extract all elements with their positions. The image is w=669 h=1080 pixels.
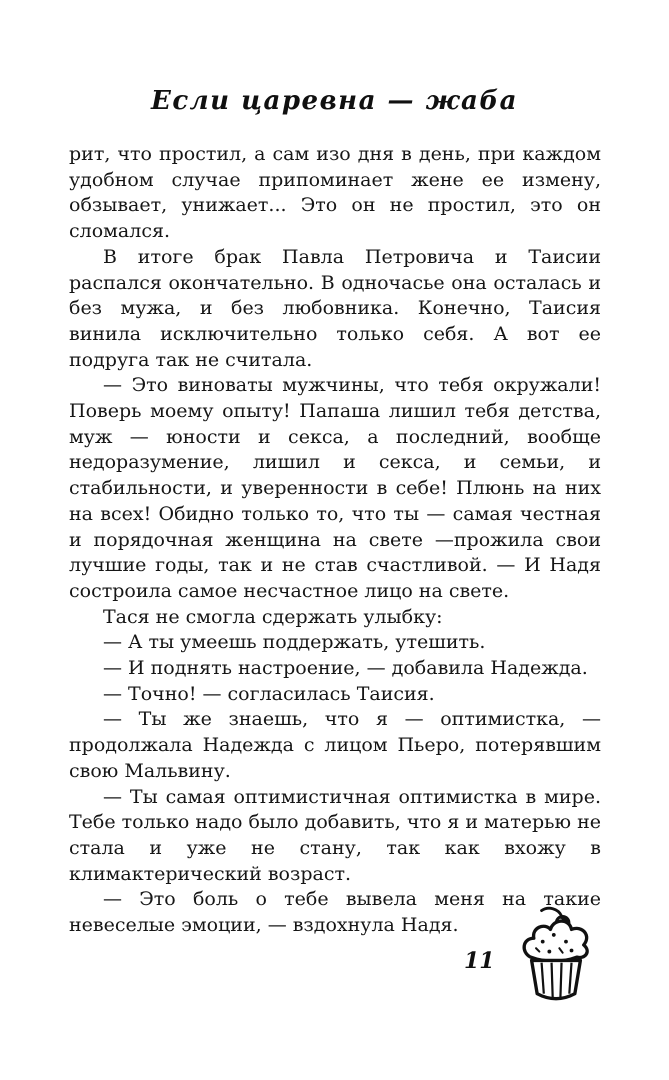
paragraph: В итоге брак Павла Петровича и Таисии распался окончательно. В одночасье она осталась и без мужа, и без любовника. Конечно, Таисия винила исключительно только себя. А вот ее подруга так не считала. xyxy=(69,245,601,371)
paragraph: рит, что простил, а сам изо дня в день, при каждом удобном случае припоминает жене ее измену, обзывает, унижает... Это он не простил, это он сломался. xyxy=(69,143,601,243)
paragraph: — Это боль о тебе вывела меня на такие невеселые эмоции, — вздохнула Надя. xyxy=(69,888,601,937)
page-number: 11 xyxy=(464,948,495,974)
paragraph: — Это виноваты мужчины, что тебя окружали! Поверь моему опыту! Папаша лишил тебя детства, муж — юности и секса, а последний, вообще недоразумение, лишил и секса, и семьи, и стабильности, и уверенности в себе! Плюнь на них на всех! Обидно только то, что ты — самая честная и порядочная женщина на свете —прожила свои лучшие годы, так и не став счастливой. — И Надя состроила самое несчастное лицо на свете. xyxy=(69,374,601,602)
paragraph: — Ты самая оптимистичная оптимистка в мире. Тебе только надо было добавить, что я и матерью не стала и уже не стану, так как вхожу в климактерический возраст. xyxy=(69,785,601,885)
cupcake-icon xyxy=(516,905,596,1007)
body-text xyxy=(69,142,601,939)
paragraph: — Ты же знаешь, что я — оптимистка, — продолжала Надежда с лицом Пьеро, потерявшим свою Мальвину. xyxy=(69,708,601,782)
chapter-header: Если царевна — жаба xyxy=(151,86,518,116)
paragraph: — Точно! — согласилась Таисия. xyxy=(103,682,435,705)
paragraph: Тася не смогла сдержать улыбку: xyxy=(103,605,443,628)
paragraph: — А ты умеешь поддержать, утешить. xyxy=(103,631,486,654)
paragraph: — И поднять настроение, — добавила Надежда. xyxy=(103,657,588,680)
